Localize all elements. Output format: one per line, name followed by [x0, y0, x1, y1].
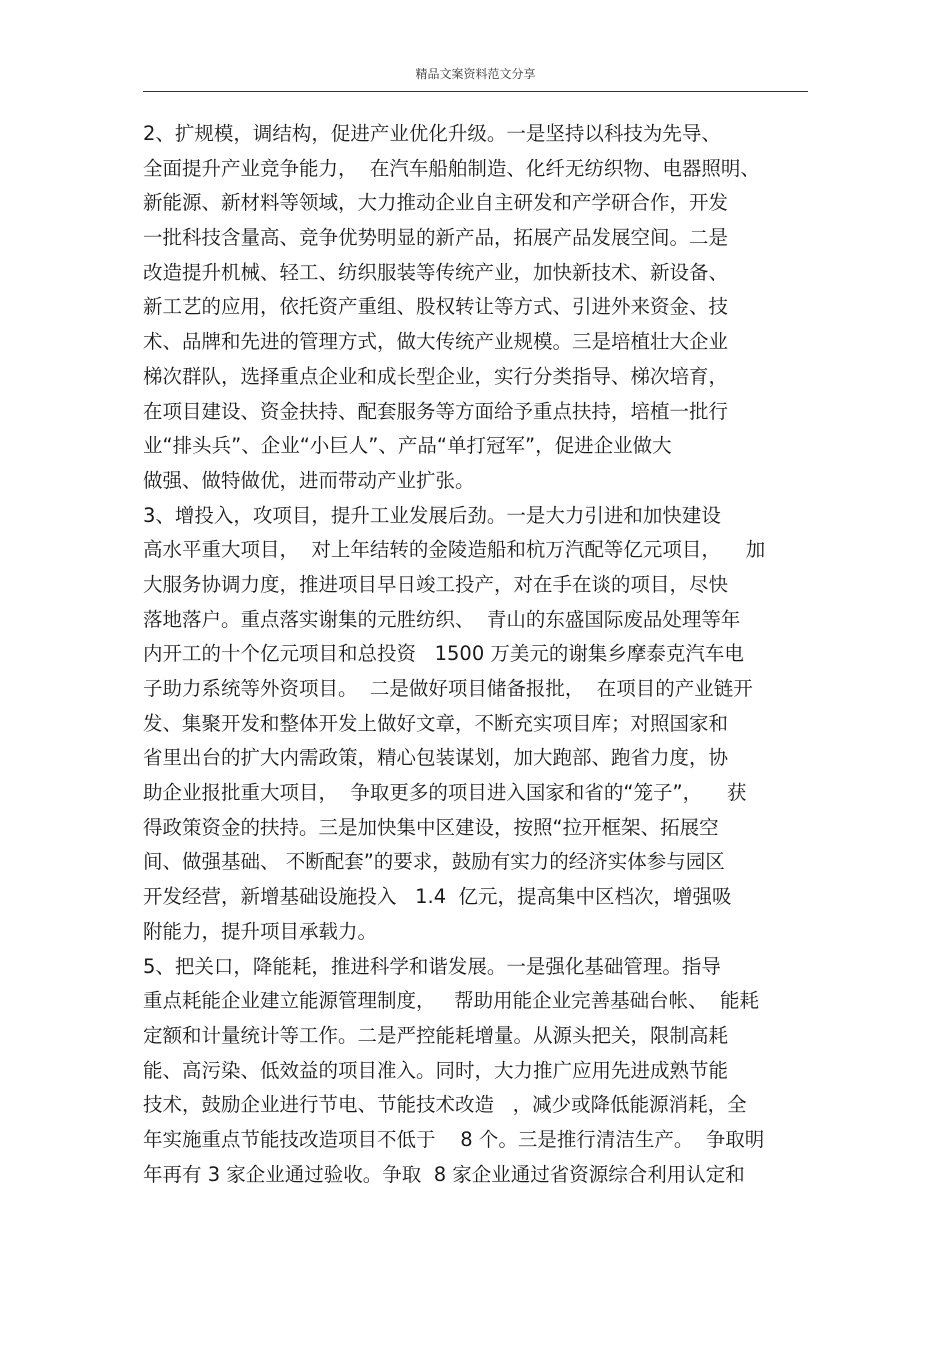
text-line: 2、扩规模，调结构，促进产业优化升级。一是坚持以科技为先导、: [143, 122, 721, 145]
text-line: 子助力系统等外资项目。 二是做好项目储备报批， 在项目的产业链开: [143, 677, 753, 700]
text-line: 定额和计量统计等工作。二是严控能耗增量。从源头把关，限制高耗: [143, 1023, 729, 1047]
text-line: 开发经营，新增基础设施投入 1.4 亿元，提高集中区档次，增强吸: [143, 885, 732, 909]
header-divider: [143, 91, 808, 92]
text-line: 在项目建设、资金扶持、配套服务等方面给予重点扶持，培植一批行: [143, 399, 729, 423]
text-line: 3、增投入，攻项目，提升工业发展后劲。一是大力引进和加快建设: [143, 503, 721, 527]
text-line: 业“排头兵”、企业“小巨人”、产品“单打冠军”，促进企业做大: [143, 434, 672, 458]
text-line: 间、做强基础、 不断配套”的要求，鼓励有实力的经济实体参与园区: [143, 850, 725, 874]
text-line: 全面提升产业竞争能力， 在汽车船舶制造、化纤无纺织物、电器照明、: [143, 156, 760, 180]
page-header: 精品文案资料范文分享: [415, 67, 536, 81]
text-line: 年实施重点节能技改造项目不低于 8 个。三是推行清洁生产。 争取明: [143, 1127, 765, 1151]
text-line: 高水平重大项目， 对上年结转的金陵造船和杭万汽配等亿元项目， 加: [143, 538, 766, 562]
text-line: 新能源、新材料等领域，大力推动企业自主研发和产学研合作，开发: [143, 191, 729, 215]
text-line: 5、把关口，降能耗，推进科学和谐发展。一是强化基础管理。指导: [143, 954, 721, 978]
text-line: 附能力，提升项目承载力。: [143, 919, 378, 943]
text-line: 内开工的十个亿元项目和总投资 1500 万美元的谢集乡摩泰克汽车电: [143, 642, 744, 666]
text-line: 梯次群队，选择重点企业和成长型企业，实行分类指导、梯次培育，: [143, 364, 729, 388]
text-line: 新工艺的应用，依托资产重组、股权转让等方式、引进外来资金、技: [143, 295, 729, 319]
text-line: 省里出台的扩大内需政策，精心包装谋划，加大跑部、跑省力度，协: [143, 746, 729, 770]
text-line: 助企业报批重大项目， 争取更多的项目进入国家和省的“笼子”， 获: [143, 781, 747, 805]
text-line: 能、高污染、低效益的项目准入。同时，大力推广应用先进成熟节能: [143, 1058, 729, 1082]
text-line: 做强、做特做优，进而带动产业扩张。: [143, 468, 475, 492]
document-body: [143, 117, 815, 1192]
text-line: 大服务协调力度，推进项目早日竣工投产，对在手在谈的项目，尽快: [143, 572, 729, 596]
text-line: 改造提升机械、轻工、纺织服装等传统产业，加快新技术、新设备、: [143, 260, 729, 284]
text-line: 技术，鼓励企业进行节电、节能技术改造 ，减少或降低能源消耗，全: [143, 1093, 747, 1117]
text-line: 落地落户。重点落实谢集的元胜纺织、 青山的东盛国际废品处理等年: [143, 607, 741, 631]
text-line: 一批科技含量高、竞争优势明显的新产品，拓展产品发展空间。二是: [143, 226, 729, 250]
text-line: 重点耗能企业建立能源管理制度， 帮助用能企业完善基础台帐、 能耗: [143, 989, 759, 1013]
text-line: 年再有 3 家企业通过验收。争取 8 家企业通过省资源综合利用认定和: [143, 1162, 745, 1186]
text-line: 术、品牌和先进的管理方式，做大传统产业规模。三是培植壮大企业: [143, 330, 729, 354]
text-line: 发、集聚开发和整体开发上做好文章，不断充实项目库；对照国家和: [143, 711, 729, 735]
text-line: 得政策资金的扶持。三是加快集中区建设，按照“拉开框架、拓展空: [143, 815, 719, 839]
